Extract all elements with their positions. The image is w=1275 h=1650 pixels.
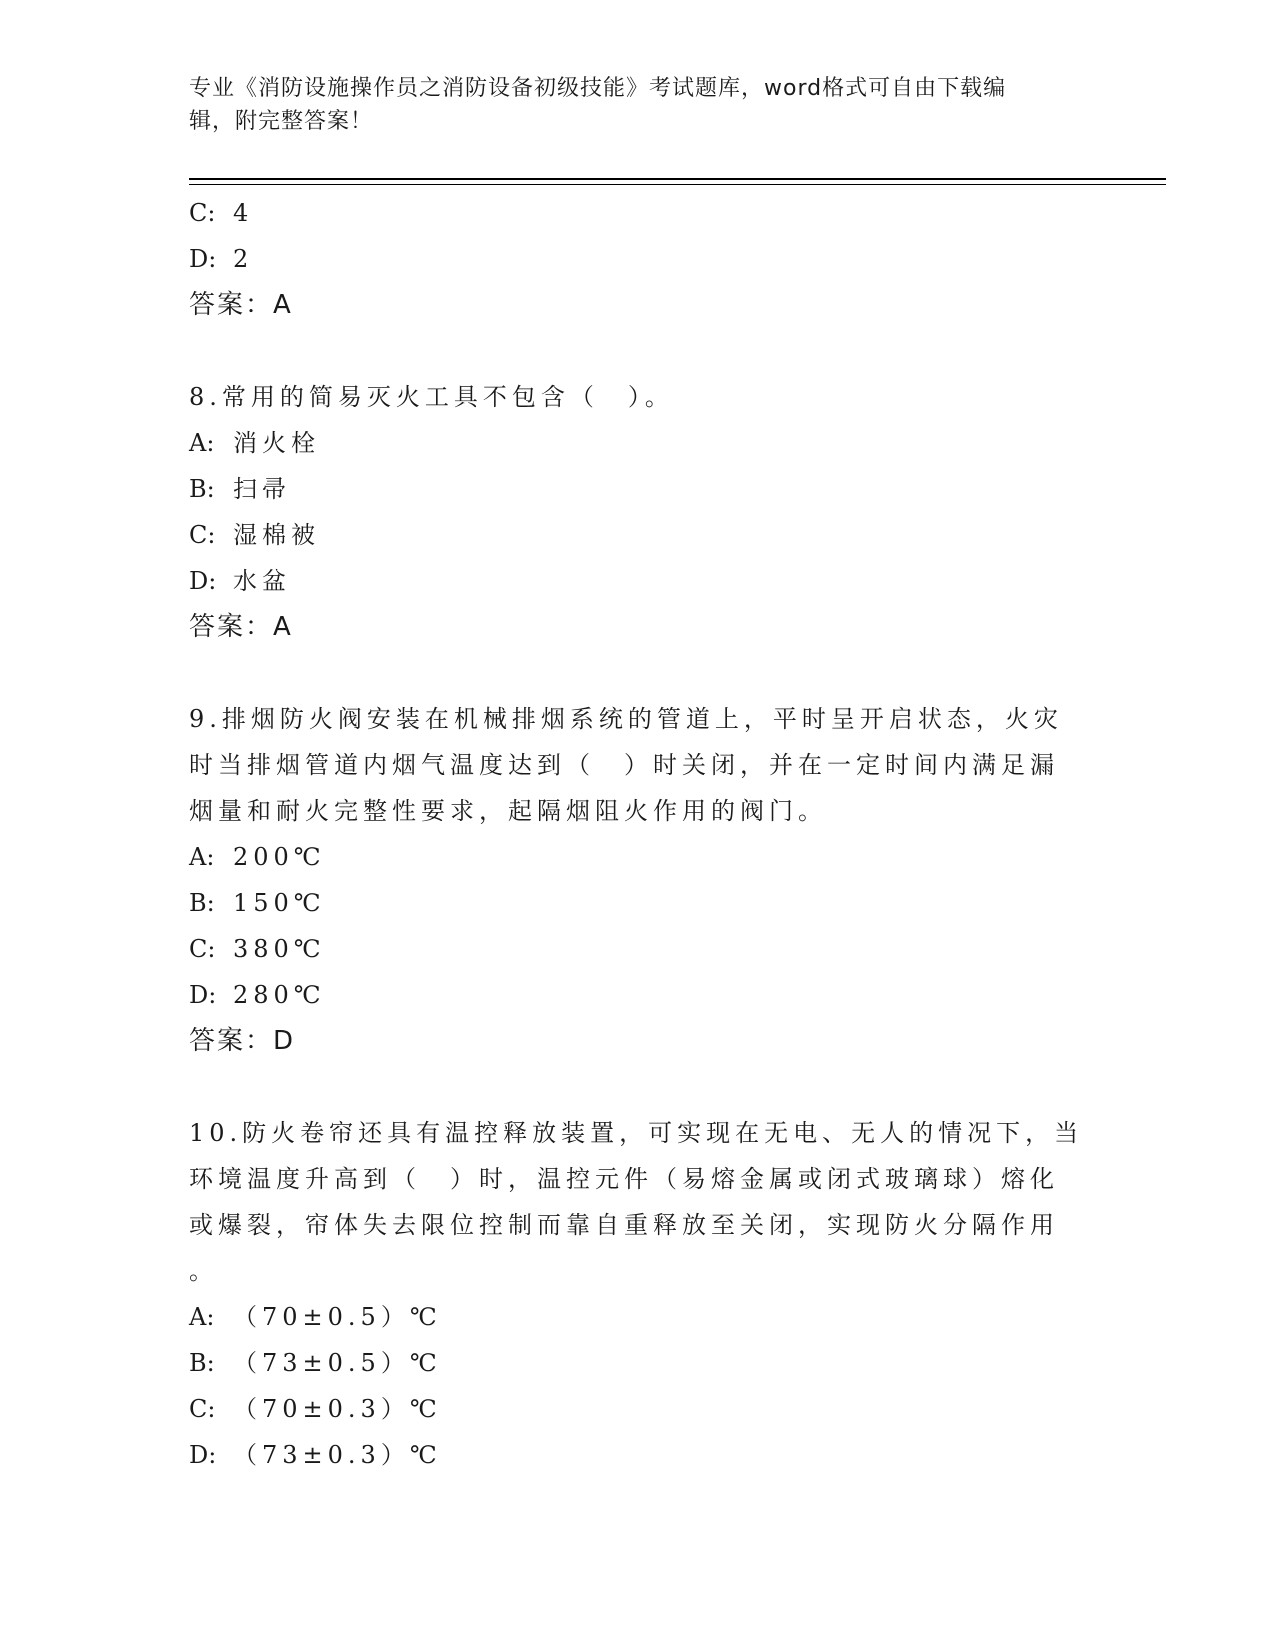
option-c: C: 4 bbox=[189, 199, 254, 227]
question-stem-line-1: 9.排烟防火阀安装在机械排烟系统的管道上，平时呈开启状态，火灾 bbox=[189, 705, 1063, 733]
spacer bbox=[189, 650, 1089, 696]
option-c: C: （70±0.3）℃ bbox=[189, 1395, 442, 1423]
option-c: C: 380℃ bbox=[189, 935, 326, 963]
question-stem-line-3: 或爆裂，帘体失去限位控制而靠自重释放至关闭，实现防火分隔作用 bbox=[189, 1211, 1059, 1239]
option-a: A: 200℃ bbox=[189, 843, 326, 871]
question-10 bbox=[189, 1110, 1089, 1478]
question-stem-line-4: 。 bbox=[189, 1257, 218, 1285]
option-a: A: 消火栓 bbox=[189, 429, 320, 457]
question-stem-line-2: 环境温度升高到（ ）时，温控元件（易熔金属或闭式玻璃球）熔化 bbox=[189, 1165, 1059, 1193]
spacer bbox=[189, 328, 1089, 374]
answer-line: 答案：A bbox=[189, 612, 293, 642]
header-rule-thick bbox=[189, 178, 1166, 180]
question-stem-line-2: 时当排烟管道内烟气温度达到（ ）时关闭，并在一定时间内满足漏 bbox=[189, 751, 1059, 779]
question-stem: 8.常用的简易灭火工具不包含（ ）。 bbox=[189, 383, 674, 411]
question-list bbox=[189, 190, 1089, 1478]
answer-line: 答案：A bbox=[189, 290, 293, 320]
question-9 bbox=[189, 696, 1089, 1064]
option-c: C: 湿棉被 bbox=[189, 521, 320, 549]
header-rule-thin bbox=[189, 184, 1166, 185]
option-a: A: （70±0.5）℃ bbox=[189, 1303, 442, 1331]
question-stem-line-1: 10.防火卷帘还具有温控释放装置，可实现在无电、无人的情况下，当 bbox=[189, 1119, 1084, 1147]
option-b: B: 扫帚 bbox=[189, 475, 291, 503]
answer-line: 答案：D bbox=[189, 1026, 296, 1056]
header-line-2: 辑，附完整答案！ bbox=[189, 109, 374, 134]
previous-question bbox=[189, 190, 1089, 328]
option-d: D: （73±0.3）℃ bbox=[189, 1441, 442, 1469]
document-header bbox=[189, 72, 1069, 138]
option-b: B: 150℃ bbox=[189, 889, 326, 917]
option-d: D: 2 bbox=[189, 245, 254, 273]
option-d: D: 水盆 bbox=[189, 567, 291, 595]
question-stem-line-3: 烟量和耐火完整性要求，起隔烟阻火作用的阀门。 bbox=[189, 797, 827, 825]
question-8 bbox=[189, 374, 1089, 650]
header-line-1: 专业《消防设施操作员之消防设备初级技能》考试题库，word格式可自由下载编 bbox=[189, 76, 1007, 101]
option-d: D: 280℃ bbox=[189, 981, 326, 1009]
option-b: B: （73±0.5）℃ bbox=[189, 1349, 442, 1377]
spacer bbox=[189, 1064, 1089, 1110]
